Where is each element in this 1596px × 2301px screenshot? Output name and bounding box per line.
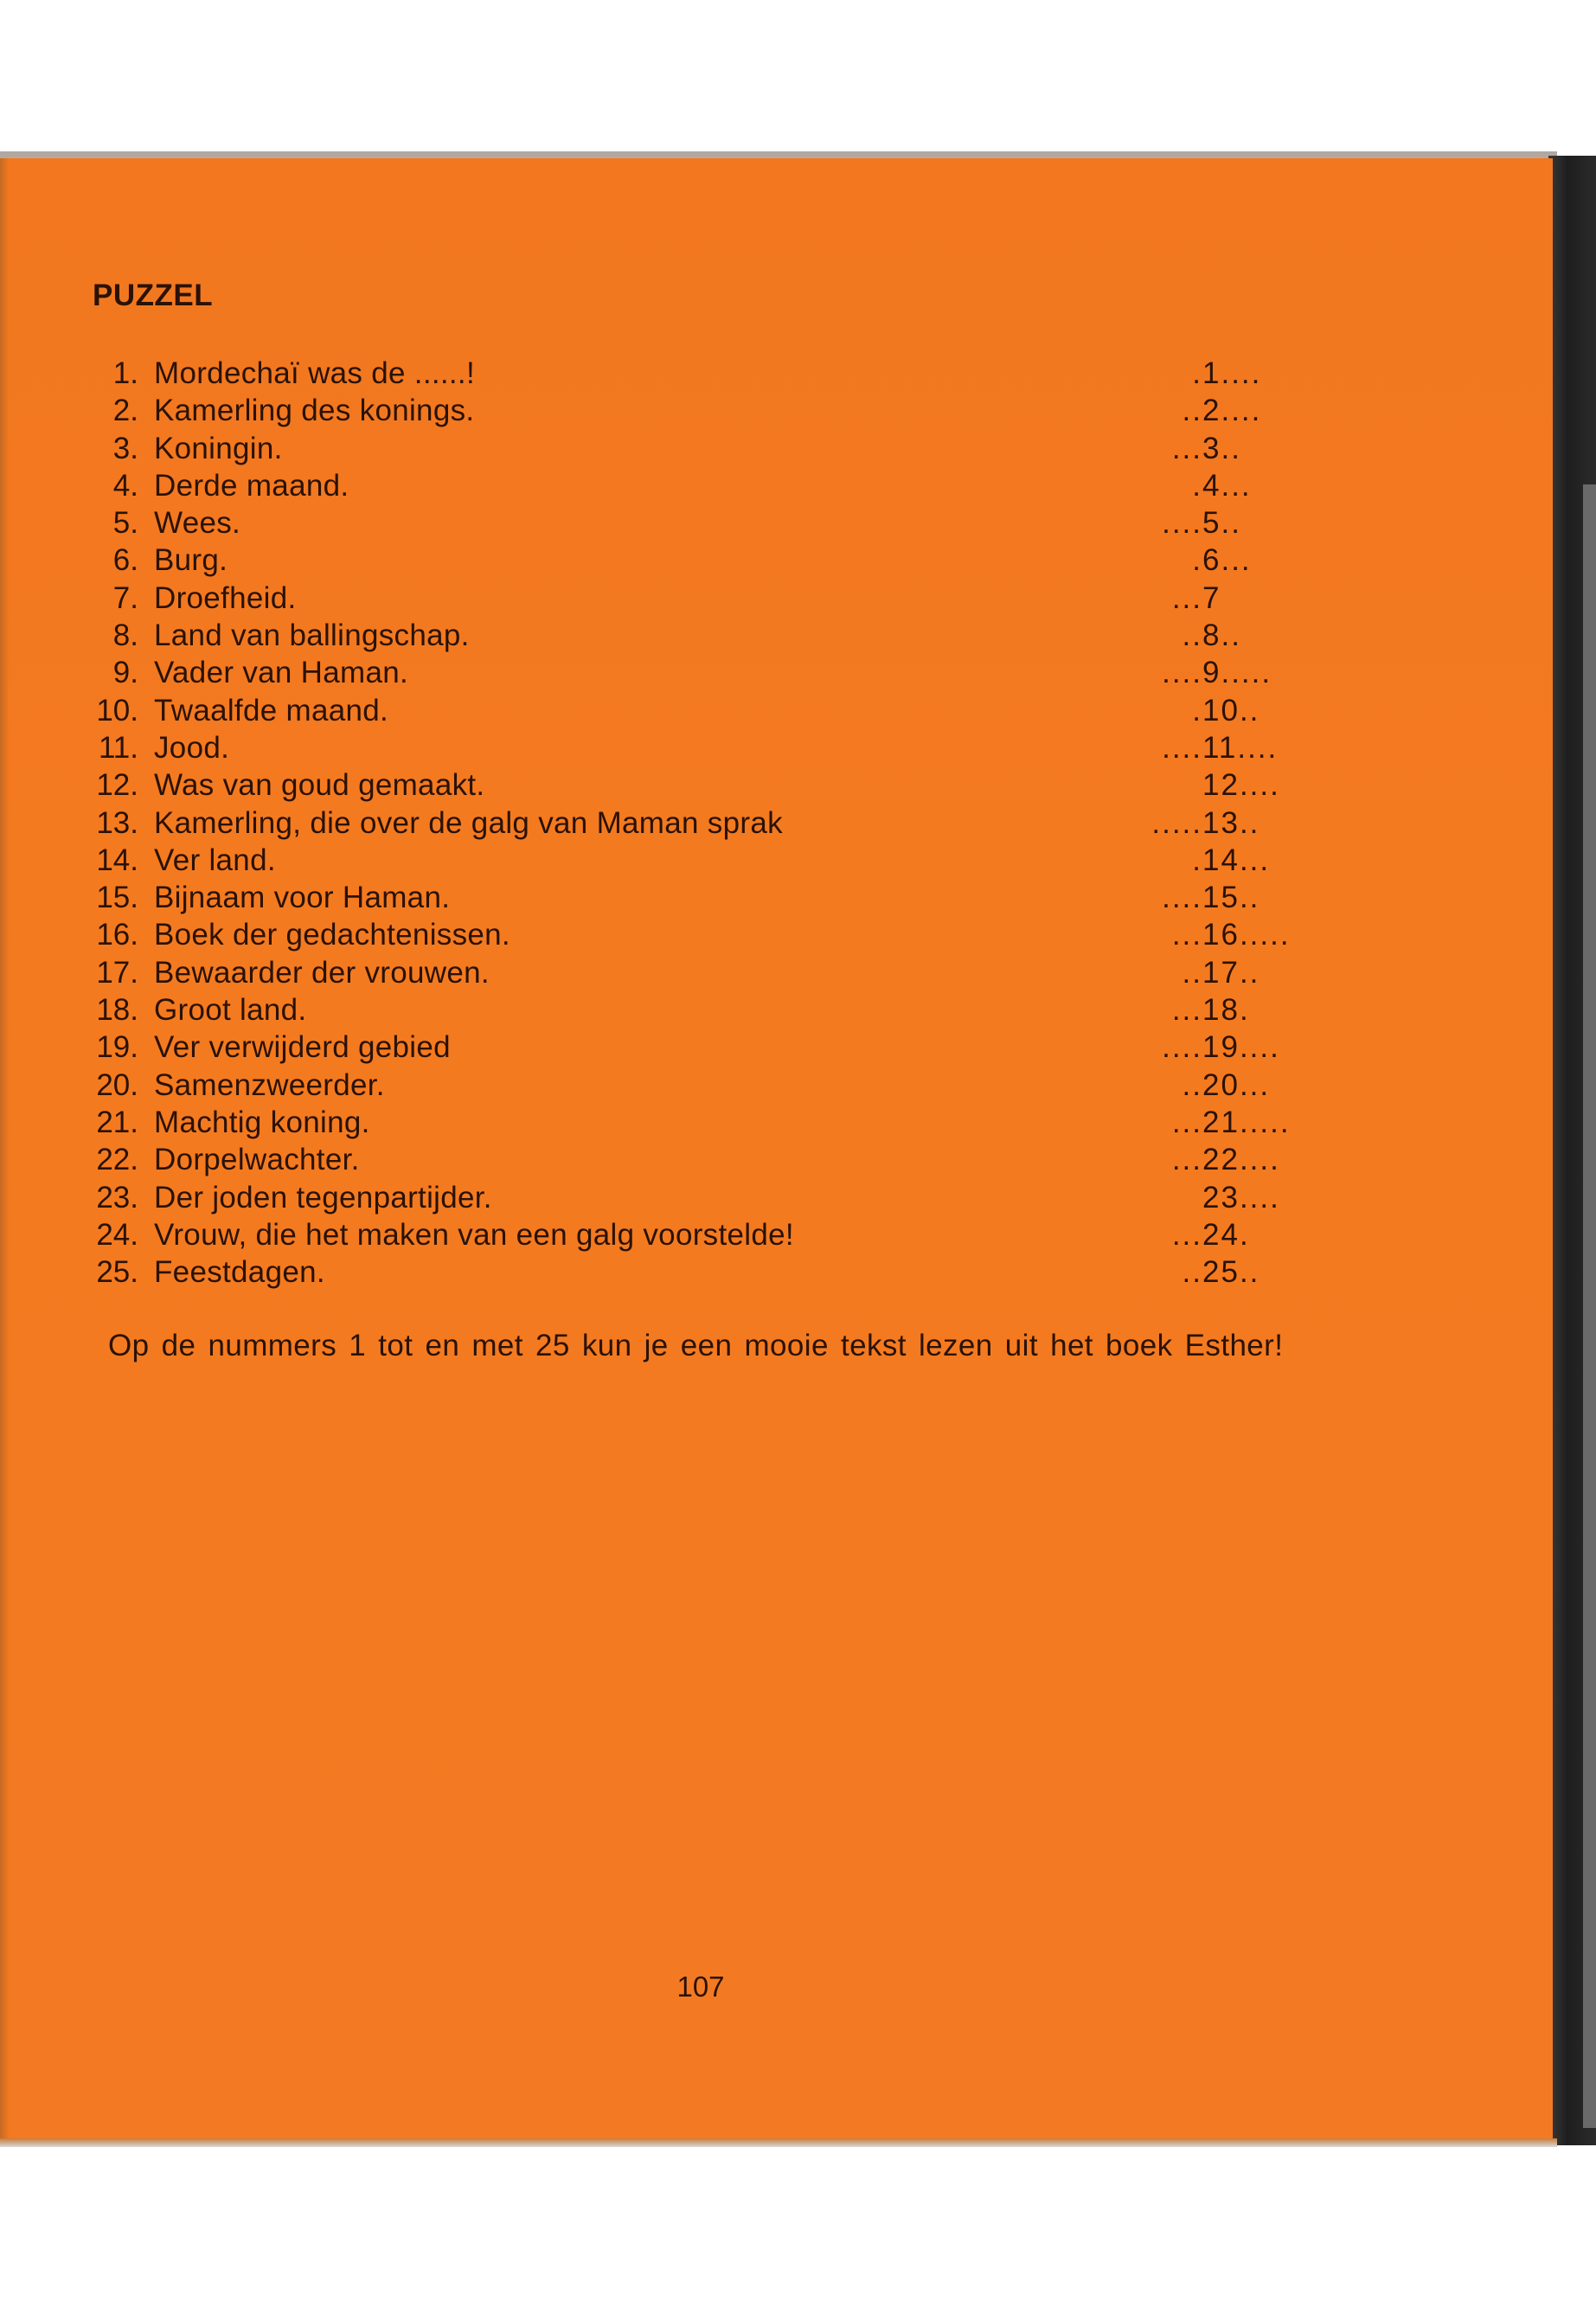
answer-dots-before: ... [1171,918,1202,952]
answer-number: 21 [1202,1105,1240,1139]
clue-text: Kamerling des konings. [154,394,475,428]
answer-blank [1021,430,1246,467]
answer-dots-after: .... [1221,356,1262,390]
answer-number: 18 [1202,993,1240,1028]
answer-number: 11 [1202,730,1238,765]
answer-number: 25 [1202,1255,1240,1290]
clue-text: Jood. [154,730,230,765]
answer-dots-before: .. [1182,1067,1202,1102]
clue-list [87,355,1291,1291]
answer-blank [1021,355,1262,392]
clue-text: Twaalfde maand. [154,693,389,727]
clue-row [87,1141,1280,1178]
answer-dots-before: .... [1162,1030,1202,1065]
answer-number: 3 [1202,431,1221,465]
answer-dots-after: .... [1221,394,1262,428]
answer-blank [1021,842,1271,879]
answer-blank [1021,991,1250,1029]
clue-number: 15. [96,881,138,915]
answer-dots-before: .... [1162,506,1202,541]
answer-dots-before: ..... [1151,805,1202,840]
clue-number: 18. [96,993,138,1028]
clue-row [87,1104,1291,1141]
answer-blank [1021,729,1279,766]
answer-number: 23 [1202,1180,1240,1215]
answer-blank [1021,1253,1260,1291]
clue-number: 5. [112,506,138,541]
clue-row [87,879,1260,916]
answer-blank [1021,1029,1280,1066]
clue-text: Wees. [154,506,241,541]
answer-blank [1021,1141,1280,1178]
clue-text: Groot land. [154,993,307,1028]
answer-number: 8 [1202,619,1221,653]
answer-dots-before: . [1192,693,1202,727]
clue-number: 8. [112,619,138,653]
clue-text: Machtig koning. [154,1105,370,1139]
answer-number: 12 [1202,768,1240,803]
page-left-edge [0,158,9,2144]
clue-row [87,804,1260,842]
answer-dots-before: ... [1171,993,1202,1028]
answer-number: 5 [1202,506,1221,541]
answer-dots-after: ..... [1221,656,1272,690]
clue-row [87,654,1272,691]
clue-row [87,542,1252,579]
answer-blank [1021,954,1260,991]
clue-number: 16. [96,918,138,952]
clue-row [87,430,1246,467]
clue-number: 1. [112,356,138,390]
clue-row [87,1067,1271,1104]
answer-blank [1021,467,1252,504]
clue-row [87,991,1250,1029]
clue-text: Der joden tegenpartijder. [154,1180,492,1215]
clue-row [87,1216,1250,1253]
answer-dots-after: .. [1239,955,1260,990]
page-shadow-highlight [1583,484,1596,2128]
clue-text: Kamerling, die over de galg van Maman sprak [154,805,783,840]
scan-bottom-edge [0,2138,1557,2147]
answer-number: 9 [1202,656,1221,690]
answer-dots-after: .... [1239,768,1280,803]
answer-dots-after: ... [1221,543,1252,578]
clue-row [87,1179,1280,1216]
answer-blank [1021,766,1280,804]
answer-blank [1021,916,1291,953]
clue-text: Land van ballingschap. [154,619,470,653]
clue-number: 19. [96,1030,138,1065]
clue-text: Droefheid. [154,580,297,615]
answer-number: 13 [1202,805,1240,840]
clue-text: Burg. [154,543,228,578]
answer-dots-after: .. [1239,881,1260,915]
answer-dots-after: .. [1221,619,1241,653]
answer-dots-before: . [1192,468,1202,503]
answer-dots-after: .... [1239,1030,1280,1065]
answer-dots-before: ... [1171,1105,1202,1139]
answer-dots-after: .. [1239,805,1260,840]
answer-blank [1021,1067,1271,1104]
clue-number: 17. [96,955,138,990]
answer-dots-before: ... [1171,1217,1202,1252]
clue-number: 2. [112,394,138,428]
answer-dots-after: . [1239,1217,1250,1252]
answer-number: 6 [1202,543,1221,578]
answer-blank [1021,1104,1291,1141]
answer-dots-after: ..... [1239,918,1291,952]
answer-blank [1021,654,1272,691]
page-number: 107 [676,1971,725,2003]
answer-blank [1021,542,1252,579]
clue-number: 22. [96,1143,138,1177]
clue-row [87,916,1291,953]
clue-number: 13. [96,805,138,840]
answer-dots-before: ... [1171,1143,1202,1177]
answer-number: 7 [1202,580,1221,615]
clue-number: 9. [112,656,138,690]
clue-number: 3. [112,431,138,465]
clue-number: 23. [96,1180,138,1215]
answer-number: 19 [1202,1030,1240,1065]
answer-dots-after: .... [1237,730,1279,765]
answer-number: 10 [1202,693,1240,727]
clue-text: Feestdagen. [154,1255,325,1290]
clue-text: Ver verwijderd gebied [154,1030,451,1065]
answer-dots-after: ... [1221,468,1252,503]
answer-dots-after: ... [1239,843,1271,877]
clue-number: 20. [96,1067,138,1102]
answer-dots-before: .. [1182,1255,1202,1290]
clue-number: 11. [98,730,138,765]
clue-text: Samenzweerder. [154,1067,385,1102]
answer-blank [1021,580,1246,617]
clue-text: Ver land. [154,843,276,877]
clue-row [87,504,1246,542]
answer-number: 24 [1202,1217,1240,1252]
clue-row [87,355,1262,392]
clue-number: 12. [96,768,138,803]
answer-number: 4 [1202,468,1221,503]
answer-blank [1021,1216,1250,1253]
answer-number: 22 [1202,1143,1240,1177]
answer-number: 15 [1202,881,1240,915]
answer-dots-after: .. [1221,431,1241,465]
answer-dots-after: .... [1239,1180,1280,1215]
clue-row [87,467,1252,504]
answer-dots-before: .. [1182,955,1202,990]
closing-text: Op de nummers 1 tot en met 25 kun je een mooie tekst lezen uit het boek Esther! [108,1329,1284,1362]
clue-row [87,954,1260,991]
clue-number: 4. [112,468,138,503]
clue-row [87,766,1280,804]
answer-blank [1021,392,1262,429]
clue-text: Koningin. [154,431,283,465]
answer-dots-after: ... [1239,1067,1271,1102]
answer-number: 16 [1202,918,1240,952]
answer-dots-after: ..... [1239,1105,1291,1139]
answer-number: 20 [1202,1067,1240,1102]
clue-text: Bewaarder der vrouwen. [154,955,490,990]
clue-row [87,617,1246,654]
clue-row [87,842,1271,879]
page-title: PUZZEL [93,279,214,312]
answer-dots-before: ... [1171,580,1202,615]
answer-blank [1021,504,1246,542]
answer-dots-before: .. [1182,619,1202,653]
clue-row [87,392,1262,429]
answer-blank [1021,617,1246,654]
clue-row [87,1029,1280,1066]
clue-number: 10. [96,693,138,727]
clue-row [87,1253,1260,1291]
answer-dots-before: ... [1171,431,1202,465]
answer-dots-before: .... [1162,881,1202,915]
answer-dots-after: .. [1239,1255,1260,1290]
clue-number: 6. [112,543,138,578]
answer-blank [1021,1179,1280,1216]
clue-number: 21. [96,1105,138,1139]
answer-dots-after: .. [1239,693,1260,727]
clue-text: Derde maand. [154,468,349,503]
answer-number: 1 [1202,356,1221,390]
clue-text: Dorpelwachter. [154,1143,360,1177]
clue-row [87,580,1246,617]
clue-row [87,692,1260,729]
clue-number: 14. [96,843,138,877]
answer-dots-before: . [1192,356,1202,390]
answer-dots-before: .. [1182,394,1202,428]
clue-text: Mordechaï was de ......! [154,356,475,390]
answer-dots-before: . [1192,543,1202,578]
answer-dots-before: .... [1162,656,1202,690]
clue-text: Vrouw, die het maken van een galg voorstelde! [154,1217,794,1252]
answer-blank [1021,692,1260,729]
clue-number: 24. [96,1217,138,1252]
answer-dots-after: . [1239,993,1250,1028]
answer-number: 17 [1202,955,1240,990]
clue-text: Was van goud gemaakt. [154,768,485,803]
clue-text: Boek der gedachtenissen. [154,918,510,952]
answer-dots-after: .... [1239,1143,1280,1177]
answer-blank [1021,879,1260,916]
answer-dots-before: . [1192,843,1202,877]
answer-number: 2 [1202,394,1221,428]
answer-blank [1021,804,1260,842]
clue-text: Vader van Haman. [154,656,409,690]
clue-row [87,729,1279,766]
clue-number: 7. [112,580,138,615]
answer-number: 14 [1202,843,1240,877]
answer-dots-after: .. [1221,506,1241,541]
answer-dots-before: .... [1162,730,1202,765]
clue-number: 25. [96,1255,138,1290]
clue-text: Bijnaam voor Haman. [154,881,451,915]
